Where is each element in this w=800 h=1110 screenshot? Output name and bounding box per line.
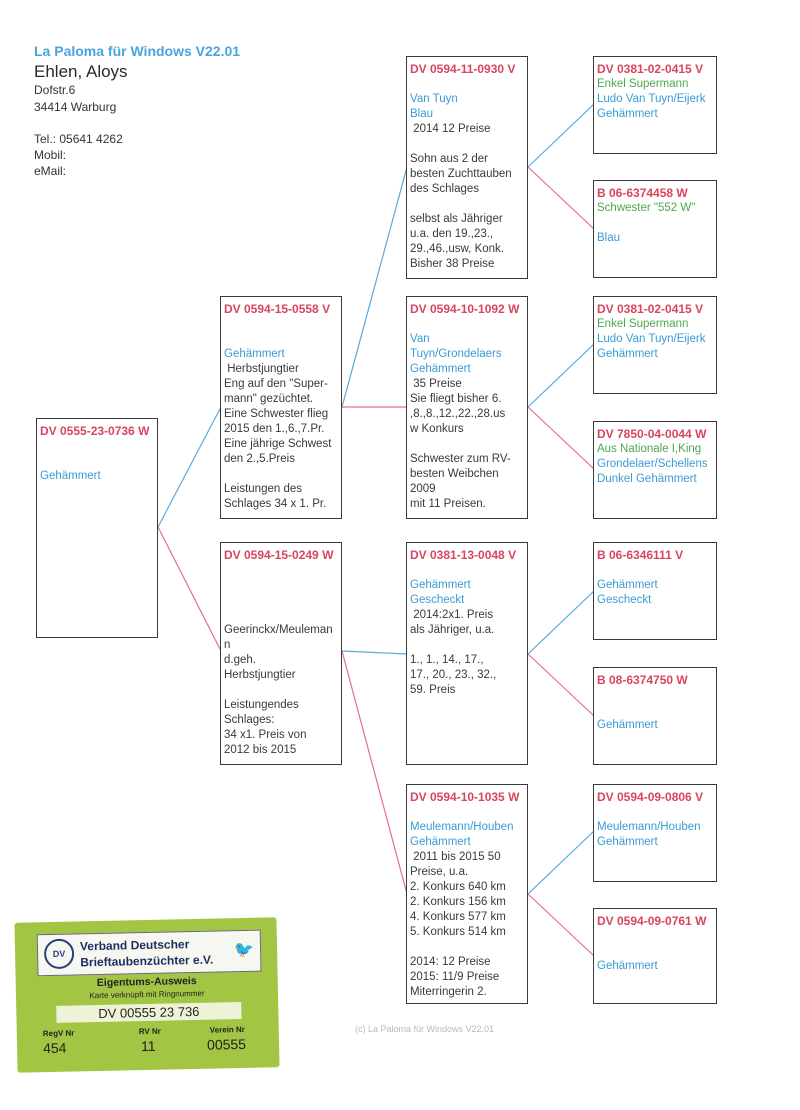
card-line: Geerinckx/Meuleman <box>224 624 333 636</box>
connector-sd-sds <box>528 344 594 407</box>
owner-email: eMail: <box>34 164 67 178</box>
card-line <box>410 638 524 653</box>
ring-number: DV 0594-15-0249 W <box>224 548 334 562</box>
card-line: Grondelaer/Schellens <box>597 458 708 470</box>
pedigree-card-subject <box>36 418 158 638</box>
card-line <box>597 703 713 718</box>
card-line: Eine jährige Schwest <box>224 438 332 450</box>
copyright-footer: (c) La Paloma für Windows V22.01 <box>355 1024 495 1034</box>
card-line: Aus Nationale I,King <box>597 443 702 455</box>
card-line: 4. Konkurs 577 km <box>410 911 506 923</box>
card-line: Sie fliegt bisher 6. <box>410 393 502 405</box>
card-line: Enkel Supermann <box>597 78 689 90</box>
card-line: besten Zuchttauben <box>410 168 512 180</box>
card-line: Schlages 34 x 1. Pr. <box>224 498 327 510</box>
connector-dd-ddd <box>528 894 594 956</box>
card-line <box>40 439 154 454</box>
card-line <box>597 805 713 820</box>
ring-number: B 08-6374750 W <box>597 673 688 687</box>
card-line: Gehämmert <box>224 348 285 360</box>
pedigree-card-dam-sire <box>406 542 528 765</box>
pedigree-card-sd-dam <box>593 421 717 519</box>
connector-sire-ss <box>342 167 407 407</box>
card-line: Schwester "552 W" <box>597 202 696 214</box>
card-line: Gehämmert <box>597 836 658 848</box>
card-line: Gehämmert <box>597 960 658 972</box>
card-line: 2015: 11/9 Preise <box>410 971 500 983</box>
connector-ds-dss <box>528 591 594 654</box>
org-banner <box>37 930 262 977</box>
card-line: Dunkel Gehämmert <box>597 473 697 485</box>
ring-number: DV 0381-02-0415 V <box>597 302 704 316</box>
pigeon-icon: 🐦 <box>233 941 255 960</box>
ring-number: B 06-6346111 V <box>597 548 684 562</box>
card-line: Gehämmert <box>410 363 471 375</box>
connector-dam-ds <box>342 651 407 654</box>
card-line: 2014:2x1. Preis <box>410 609 494 621</box>
owner-street: Dofstr.6 <box>34 83 76 97</box>
card-line: 2011 bis 2015 50 <box>410 851 501 863</box>
card-line <box>224 683 338 698</box>
card-line: besten Weibchen <box>410 468 499 480</box>
pedigree-card-dd-dam <box>593 908 717 1004</box>
pedigree-card-ss-dam <box>593 180 717 278</box>
card-line <box>224 608 338 623</box>
card-line: mit 11 Preisen. <box>410 498 486 510</box>
owner-mobil: Mobil: <box>34 148 67 162</box>
card-line: Eng auf den "Super- <box>224 378 328 390</box>
card-line: ,8.,8.,12.,22.,28.us <box>410 408 506 420</box>
card-line <box>224 317 338 332</box>
card-line <box>224 593 338 608</box>
card-line <box>224 332 338 347</box>
card-line: Herbstjungtier <box>224 363 299 375</box>
card-title: Eigentums-Ausweis <box>96 974 197 990</box>
connector-ss-sss <box>528 104 594 167</box>
pedigree-card-ds-dam <box>593 667 717 765</box>
card-line: Gescheckt <box>597 594 652 606</box>
owner-tel: Tel.: 05641 4262 <box>34 132 123 146</box>
ring-number: DV 0594-10-1035 W <box>410 790 520 804</box>
card-line: Blau <box>410 108 434 120</box>
card-line <box>597 563 713 578</box>
card-line: Gehämmert <box>597 108 658 120</box>
card-line: 17., 20., 23., 32., <box>410 669 497 681</box>
card-line: Meulemann/Houben <box>410 821 514 833</box>
card-line: Preise, u.a. <box>410 866 469 878</box>
card-line <box>410 137 524 152</box>
card-line: 2014: 12 Preise <box>410 956 491 968</box>
verein-value: 00555 <box>206 1035 247 1053</box>
ring-number: DV 0381-02-0415 V <box>597 62 704 76</box>
card-line: Gehämmert <box>410 836 471 848</box>
owner-city: 34414 Warburg <box>34 100 117 114</box>
card-line: Schlages: <box>224 714 275 726</box>
card-line <box>410 563 524 578</box>
card-line: 59. Preis <box>410 684 456 696</box>
card-line: 2012 bis 2015 <box>224 744 297 756</box>
card-line: Schwester zum RV- <box>410 453 511 465</box>
regv-value: 454 <box>42 1039 67 1057</box>
card-line: Enkel Supermann <box>597 318 689 330</box>
card-line: 2009 <box>410 483 436 495</box>
card-line: 35 Preise <box>410 378 462 390</box>
ring-number: DV 0594-15-0558 V <box>224 302 331 316</box>
card-line <box>224 578 338 593</box>
ownership-card <box>14 917 279 1072</box>
card-line <box>224 467 338 482</box>
card-line: Ludo Van Tuyn/Eijerk <box>597 333 706 345</box>
connector-ss-ssd <box>528 167 594 229</box>
card-line <box>597 216 713 231</box>
card-line: Ludo Van Tuyn/Eijerk <box>597 93 706 105</box>
card-line <box>410 197 524 212</box>
card-line <box>410 437 524 452</box>
card-line: Gehämmert <box>410 579 471 591</box>
card-line: den 2.,5.Preis <box>224 453 295 465</box>
ring-number: DV 0594-10-1092 W <box>410 302 520 316</box>
card-line: 29.,46.,usw, Konk. <box>410 243 504 255</box>
card-ring-number: DV 00555 23 736 <box>56 1002 241 1023</box>
card-line: 2. Konkurs 156 km <box>410 896 506 908</box>
org-name-line2: Brieftaubenzüchter e.V. <box>80 952 214 970</box>
verband-logo-icon: DV <box>44 939 75 970</box>
ring-number: DV 0555-23-0736 W <box>40 424 150 438</box>
card-line: Eine Schwester flieg <box>224 408 329 420</box>
connector-dam-dd <box>342 651 407 894</box>
card-line <box>224 563 338 578</box>
card-line: d.geh. <box>224 654 256 666</box>
card-line: Gehämmert <box>597 579 658 591</box>
owner-name: Ehlen, Aloys <box>34 62 128 81</box>
rv-value: 11 <box>140 1037 156 1055</box>
pedigree-card-sd-sire <box>593 296 717 394</box>
ring-number: DV 0594-09-0806 V <box>597 790 704 804</box>
card-line: 2015 den 1.,6.,7.Pr. <box>224 423 325 435</box>
connector-ds-dsd <box>528 654 594 716</box>
card-line: Gescheckt <box>410 594 465 606</box>
pedigree-card-sire <box>220 296 342 519</box>
rv-label: RV Nr <box>138 1026 161 1037</box>
card-line: u.a. den 19.,23., <box>410 228 494 240</box>
card-line: 5. Konkurs 514 km <box>410 926 506 938</box>
ring-number: DV 0381-13-0048 V <box>410 548 517 562</box>
card-line: Van Tuyn <box>410 93 458 105</box>
card-line: Leistungen des <box>224 483 303 495</box>
pedigree-card-ds-sire <box>593 542 717 640</box>
card-line: Herbstjungtier <box>224 669 296 681</box>
card-line: Leistungendes <box>224 699 299 711</box>
card-line <box>410 940 524 955</box>
card-line: Meulemann/Houben <box>597 821 701 833</box>
verein-label: Verein Nr <box>209 1024 245 1035</box>
app-title: La Paloma für Windows V22.01 <box>34 43 241 59</box>
card-line: w Konkurs <box>410 423 464 435</box>
card-line: mann" gezüchtet. <box>224 393 314 405</box>
card-line: Bisher 38 Preise <box>410 258 495 270</box>
card-line <box>410 77 524 92</box>
card-line: als Jähriger, u.a. <box>410 624 495 636</box>
card-line <box>410 317 524 332</box>
card-line: 2014 12 Preise <box>410 123 491 135</box>
pedigree-card-dam <box>220 542 342 765</box>
card-line: Tuyn/Grondelaers <box>410 348 502 360</box>
card-line <box>597 929 713 944</box>
card-line: Sohn aus 2 der <box>410 153 489 165</box>
connector-subject-sire <box>158 407 221 527</box>
connector-dd-dds <box>528 831 594 894</box>
pedigree-card-ss-sire <box>593 56 717 154</box>
connector-subject-dam <box>158 527 221 651</box>
card-line: Van <box>410 333 430 345</box>
ring-number: DV 0594-11-0930 V <box>410 62 516 76</box>
card-line: 2. Konkurs 640 km <box>410 881 506 893</box>
ring-number: B 06-6374458 W <box>597 186 688 200</box>
card-line <box>410 805 524 820</box>
card-line: Gehämmert <box>597 348 658 360</box>
card-line: Gehämmert <box>597 719 658 731</box>
regv-label: RegV Nr <box>42 1028 75 1039</box>
card-subtitle: Karte verknüpft mit Ringnummer <box>89 988 205 1001</box>
pedigree-card-sire-sire <box>406 56 528 279</box>
connector-sd-sdd <box>528 407 594 469</box>
card-line: des Schlages <box>410 183 480 195</box>
ring-number: DV 0594-09-0761 W <box>597 914 707 928</box>
card-line: 34 x1. Preis von <box>224 729 307 741</box>
card-line: Miterringerin 2. <box>410 986 487 998</box>
card-line: 1., 1., 14., 17., <box>410 654 484 666</box>
pedigree-card-dam-dam <box>406 784 528 1004</box>
card-line: Blau <box>597 232 621 244</box>
pedigree-card-dd-sire <box>593 784 717 882</box>
pedigree-card-sire-dam <box>406 296 528 519</box>
card-line: selbst als Jähriger <box>410 213 503 225</box>
card-line <box>597 688 713 703</box>
card-line: Gehämmert <box>40 470 101 482</box>
ring-number: DV 7850-04-0044 W <box>597 427 707 441</box>
org-name-line1: Verband Deutscher <box>79 937 190 954</box>
card-line <box>40 454 154 469</box>
card-line <box>597 944 713 959</box>
card-line: n <box>224 639 231 651</box>
